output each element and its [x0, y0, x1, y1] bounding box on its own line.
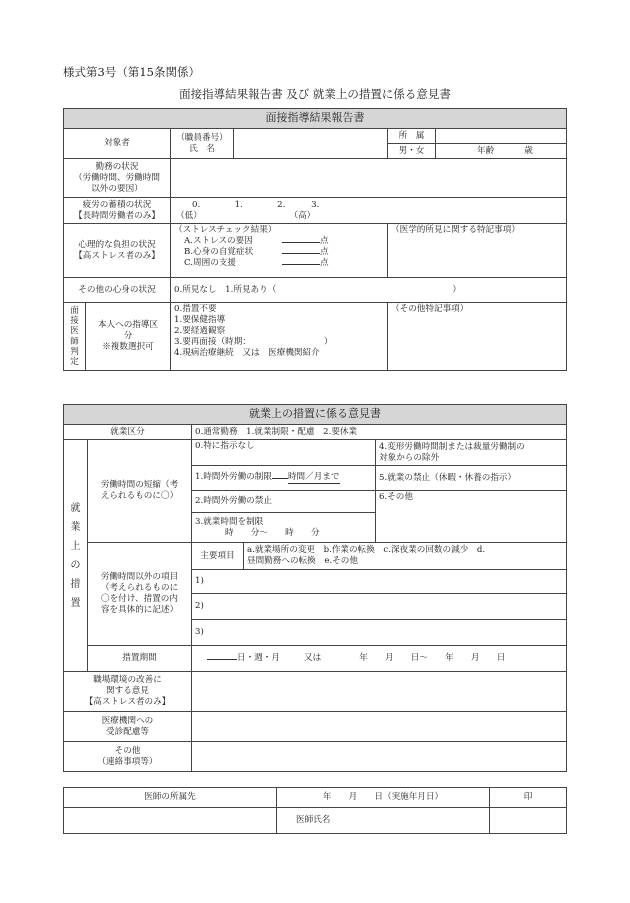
- period-label: 措置期間: [88, 646, 192, 672]
- stress-check-title: （ストレスチェック結果）: [174, 225, 277, 235]
- guidance-item[interactable]: 4.現病治療継続 又は 医療機関紹介: [174, 348, 320, 358]
- env-field[interactable]: [192, 672, 567, 712]
- misc-label: その他 （連絡事項等）: [64, 742, 192, 772]
- subject-label: 対象者: [64, 129, 171, 159]
- stress-check-field[interactable]: [171, 224, 388, 278]
- env-label: 職場環境の改善に 関する意見 【高ストレス者のみ】: [64, 672, 192, 712]
- work-status-field[interactable]: [171, 159, 567, 198]
- work-measures-table: [63, 404, 567, 772]
- main-items-options[interactable]: a.就業場所の変更 b.作業の転換 c.深夜業の回数の減少 d. 昼間勤務への転換 e.その他: [244, 543, 567, 570]
- nonhours-line-2[interactable]: 2): [192, 594, 567, 620]
- stress-c: C.周囲の支援: [184, 258, 236, 268]
- sex-field[interactable]: 男・女: [388, 144, 436, 159]
- other-health-close: ）: [452, 284, 461, 295]
- guidance-label: 本人への指導区 分 ※複数選択可: [86, 303, 171, 371]
- period-or: 又は: [303, 653, 322, 663]
- age-field[interactable]: [436, 144, 567, 159]
- doctor-affiliation-label: 医師の所属先: [64, 788, 277, 808]
- hours-option-2[interactable]: 2.時間外労働の禁止: [192, 491, 376, 513]
- interview-report-table: [63, 108, 567, 371]
- fatigue-low: （低）: [176, 210, 202, 221]
- doctor-judgement-label: 面 接 医 師 判 定: [64, 303, 86, 371]
- h1-prefix: 1.時間外労働の制限: [195, 472, 272, 482]
- mental-label: 心理的な負担の状況 【高ストレス者のみ】: [64, 224, 171, 278]
- point-b: 点: [320, 247, 329, 257]
- name-field[interactable]: [234, 129, 388, 159]
- age-unit: 歳: [524, 145, 533, 156]
- guidance-item[interactable]: 1.要保健指導: [174, 315, 226, 325]
- nonhours-line-1[interactable]: 1): [192, 570, 567, 594]
- guidance-item[interactable]: 3.要再面接（時期： ）: [174, 337, 333, 347]
- hours-option-4[interactable]: 4.変形労働時間制または裁量労働制の 対象からの除外: [376, 440, 567, 466]
- guidance-item[interactable]: 2.要経過観察: [174, 326, 226, 336]
- seal-label: 印: [490, 788, 567, 808]
- dept-label: 所 属: [388, 129, 436, 144]
- report-header: 面接指導結果報告書: [64, 109, 567, 129]
- fatigue-scale: 0. 1. 2. 3.: [192, 199, 320, 210]
- hours-option-0[interactable]: 0.特に指示なし: [192, 440, 376, 466]
- period-unit: 日・週・月: [237, 653, 280, 663]
- work-measures-side-label: 就 業 上 の 措 置: [64, 440, 88, 672]
- medical-care-field[interactable]: [192, 712, 567, 742]
- doctor-name-field[interactable]: [277, 808, 490, 834]
- dept-field[interactable]: [436, 129, 567, 144]
- guidance-options[interactable]: [171, 303, 388, 371]
- misc-field[interactable]: [192, 742, 567, 772]
- other-health-value: 0.所見なし 1.所見あり（: [174, 284, 277, 295]
- period-range: 年 月 日〜 年 月 日: [359, 653, 506, 663]
- h3-label: 3.就業時間を制限: [195, 516, 264, 527]
- hours-option-3[interactable]: [192, 513, 376, 543]
- opinion-header: 就業上の措置に係る意見書: [64, 405, 567, 425]
- nonhours-line-3[interactable]: 3): [192, 620, 567, 646]
- hours-option-6[interactable]: 6.その他: [376, 491, 567, 543]
- other-health-label: その他の心身の状況: [64, 278, 171, 303]
- h1-unit: 時間／月まで: [287, 472, 340, 482]
- h3-time: 時 分〜 時 分: [225, 527, 320, 538]
- hours-option-5[interactable]: 5.就業の禁止（休暇・休養の指示）: [376, 466, 567, 491]
- hours-label: 労働時間の短縮（考 えられるものに〇）: [88, 440, 192, 543]
- age-label: 年齢: [477, 145, 495, 156]
- period-field[interactable]: [192, 646, 567, 672]
- stress-a: A.ストレスの要因: [184, 236, 253, 246]
- document-title: 面接指導結果報告書 及び 就業上の措置に係る意見書: [179, 87, 451, 101]
- form-number: 様式第3号（第15条関係）: [63, 65, 200, 79]
- medical-care-label: 医療機関への 受診配慮等: [64, 712, 192, 742]
- work-status-label: 勤務の状況 （労働時間、労働時間 以外の要因）: [64, 159, 171, 198]
- date-label[interactable]: 年 月 日（実施年月日）: [277, 788, 490, 808]
- doctor-affiliation-field[interactable]: [64, 808, 277, 834]
- hours-option-1[interactable]: [192, 466, 376, 491]
- other-health-field[interactable]: [171, 278, 567, 303]
- medical-note-field[interactable]: （医学的所見に関する特記事項）: [388, 224, 567, 278]
- id-name-label: [171, 129, 234, 159]
- point-a: 点: [320, 236, 329, 246]
- other-note-field[interactable]: （その他特記事項）: [388, 303, 567, 371]
- point-c: 点: [320, 258, 329, 268]
- guidance-item[interactable]: 0.措置不要: [174, 304, 217, 314]
- fatigue-field[interactable]: [171, 198, 567, 224]
- seal-field[interactable]: [490, 808, 567, 834]
- fatigue-label: 疲労の蓄積の状況 【長時間労働者のみ】: [64, 198, 171, 224]
- id-label: （職員番号）: [176, 132, 228, 143]
- name-label: 氏 名: [189, 143, 215, 154]
- stress-b: B.心身の自覚症状: [184, 247, 254, 257]
- signature-table: [63, 787, 567, 834]
- fatigue-high: （高）: [293, 210, 316, 221]
- doctor-name-label: 医師氏名: [296, 815, 331, 825]
- nonhours-label: 労働時間以外の項目 （考えられるものに 〇を付け、措置の内 容を具体的に記述）: [88, 543, 192, 646]
- work-class-label: 就業区分: [64, 425, 192, 440]
- work-class-options[interactable]: 0.通常勤務 1.就業制限・配慮 2.要休業: [192, 425, 567, 440]
- main-items-label: 主要項目: [192, 543, 244, 570]
